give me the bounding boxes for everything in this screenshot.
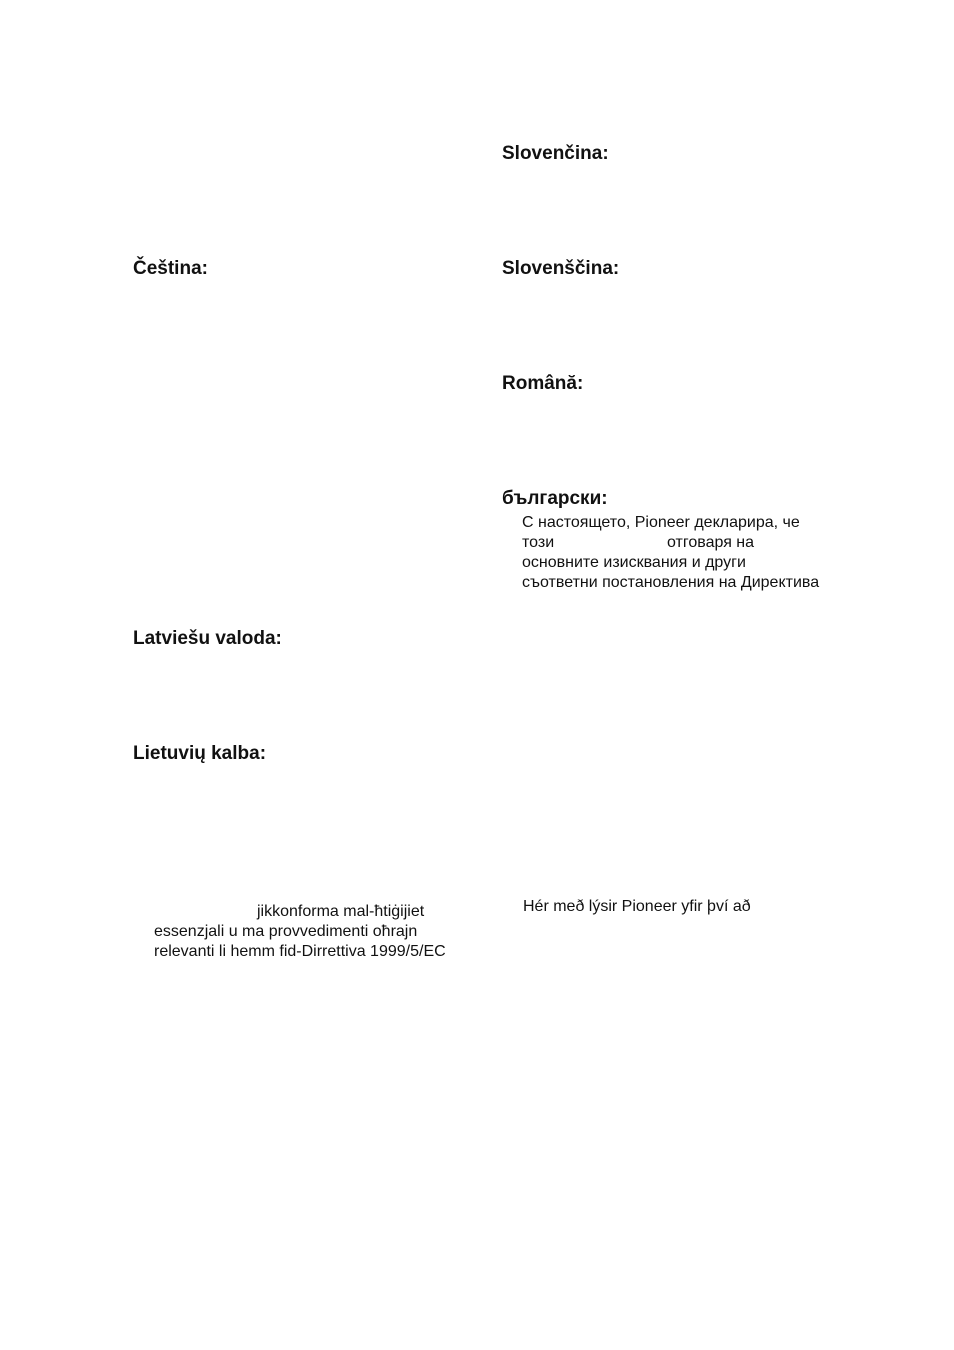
heading-lietuviu: Lietuvių kalba: xyxy=(133,743,267,764)
maltese-paragraph xyxy=(154,902,446,962)
maltese-line-1: jikkonforma mal-ħtiġijiet xyxy=(257,903,425,920)
heading-romana: Română: xyxy=(502,373,584,394)
bulgarian-line-4: съответни постановления на Директива xyxy=(522,574,820,591)
bulgarian-paragraph xyxy=(522,513,819,593)
heading-bulgarski: български: xyxy=(502,488,608,509)
heading-slovenscina: Slovenščina: xyxy=(502,258,620,279)
bulgarian-line-2 xyxy=(522,533,819,553)
bulgarian-line-2-start: този xyxy=(522,534,555,551)
bulgarian-line-2-end: отговаря на xyxy=(667,534,755,551)
maltese-line-2: essenzjali u ma provvedimenti oħrajn xyxy=(154,923,418,940)
bulgarian-line-1: С настоящето, Pioneer декларира, че xyxy=(522,514,800,531)
heading-latviesu: Latviešu valoda: xyxy=(133,628,282,649)
maltese-line-3: relevanti li hemm fid-Dirrettiva 1999/5/EC xyxy=(154,943,446,960)
icelandic-line-1: Hér með lýsir Pioneer yfir því að xyxy=(523,898,751,915)
heading-slovencina: Slovenčina: xyxy=(502,143,609,164)
heading-cestina: Čeština: xyxy=(133,258,208,279)
icelandic-paragraph xyxy=(523,897,751,917)
bulgarian-line-3: основните изисквания и други xyxy=(522,554,746,571)
